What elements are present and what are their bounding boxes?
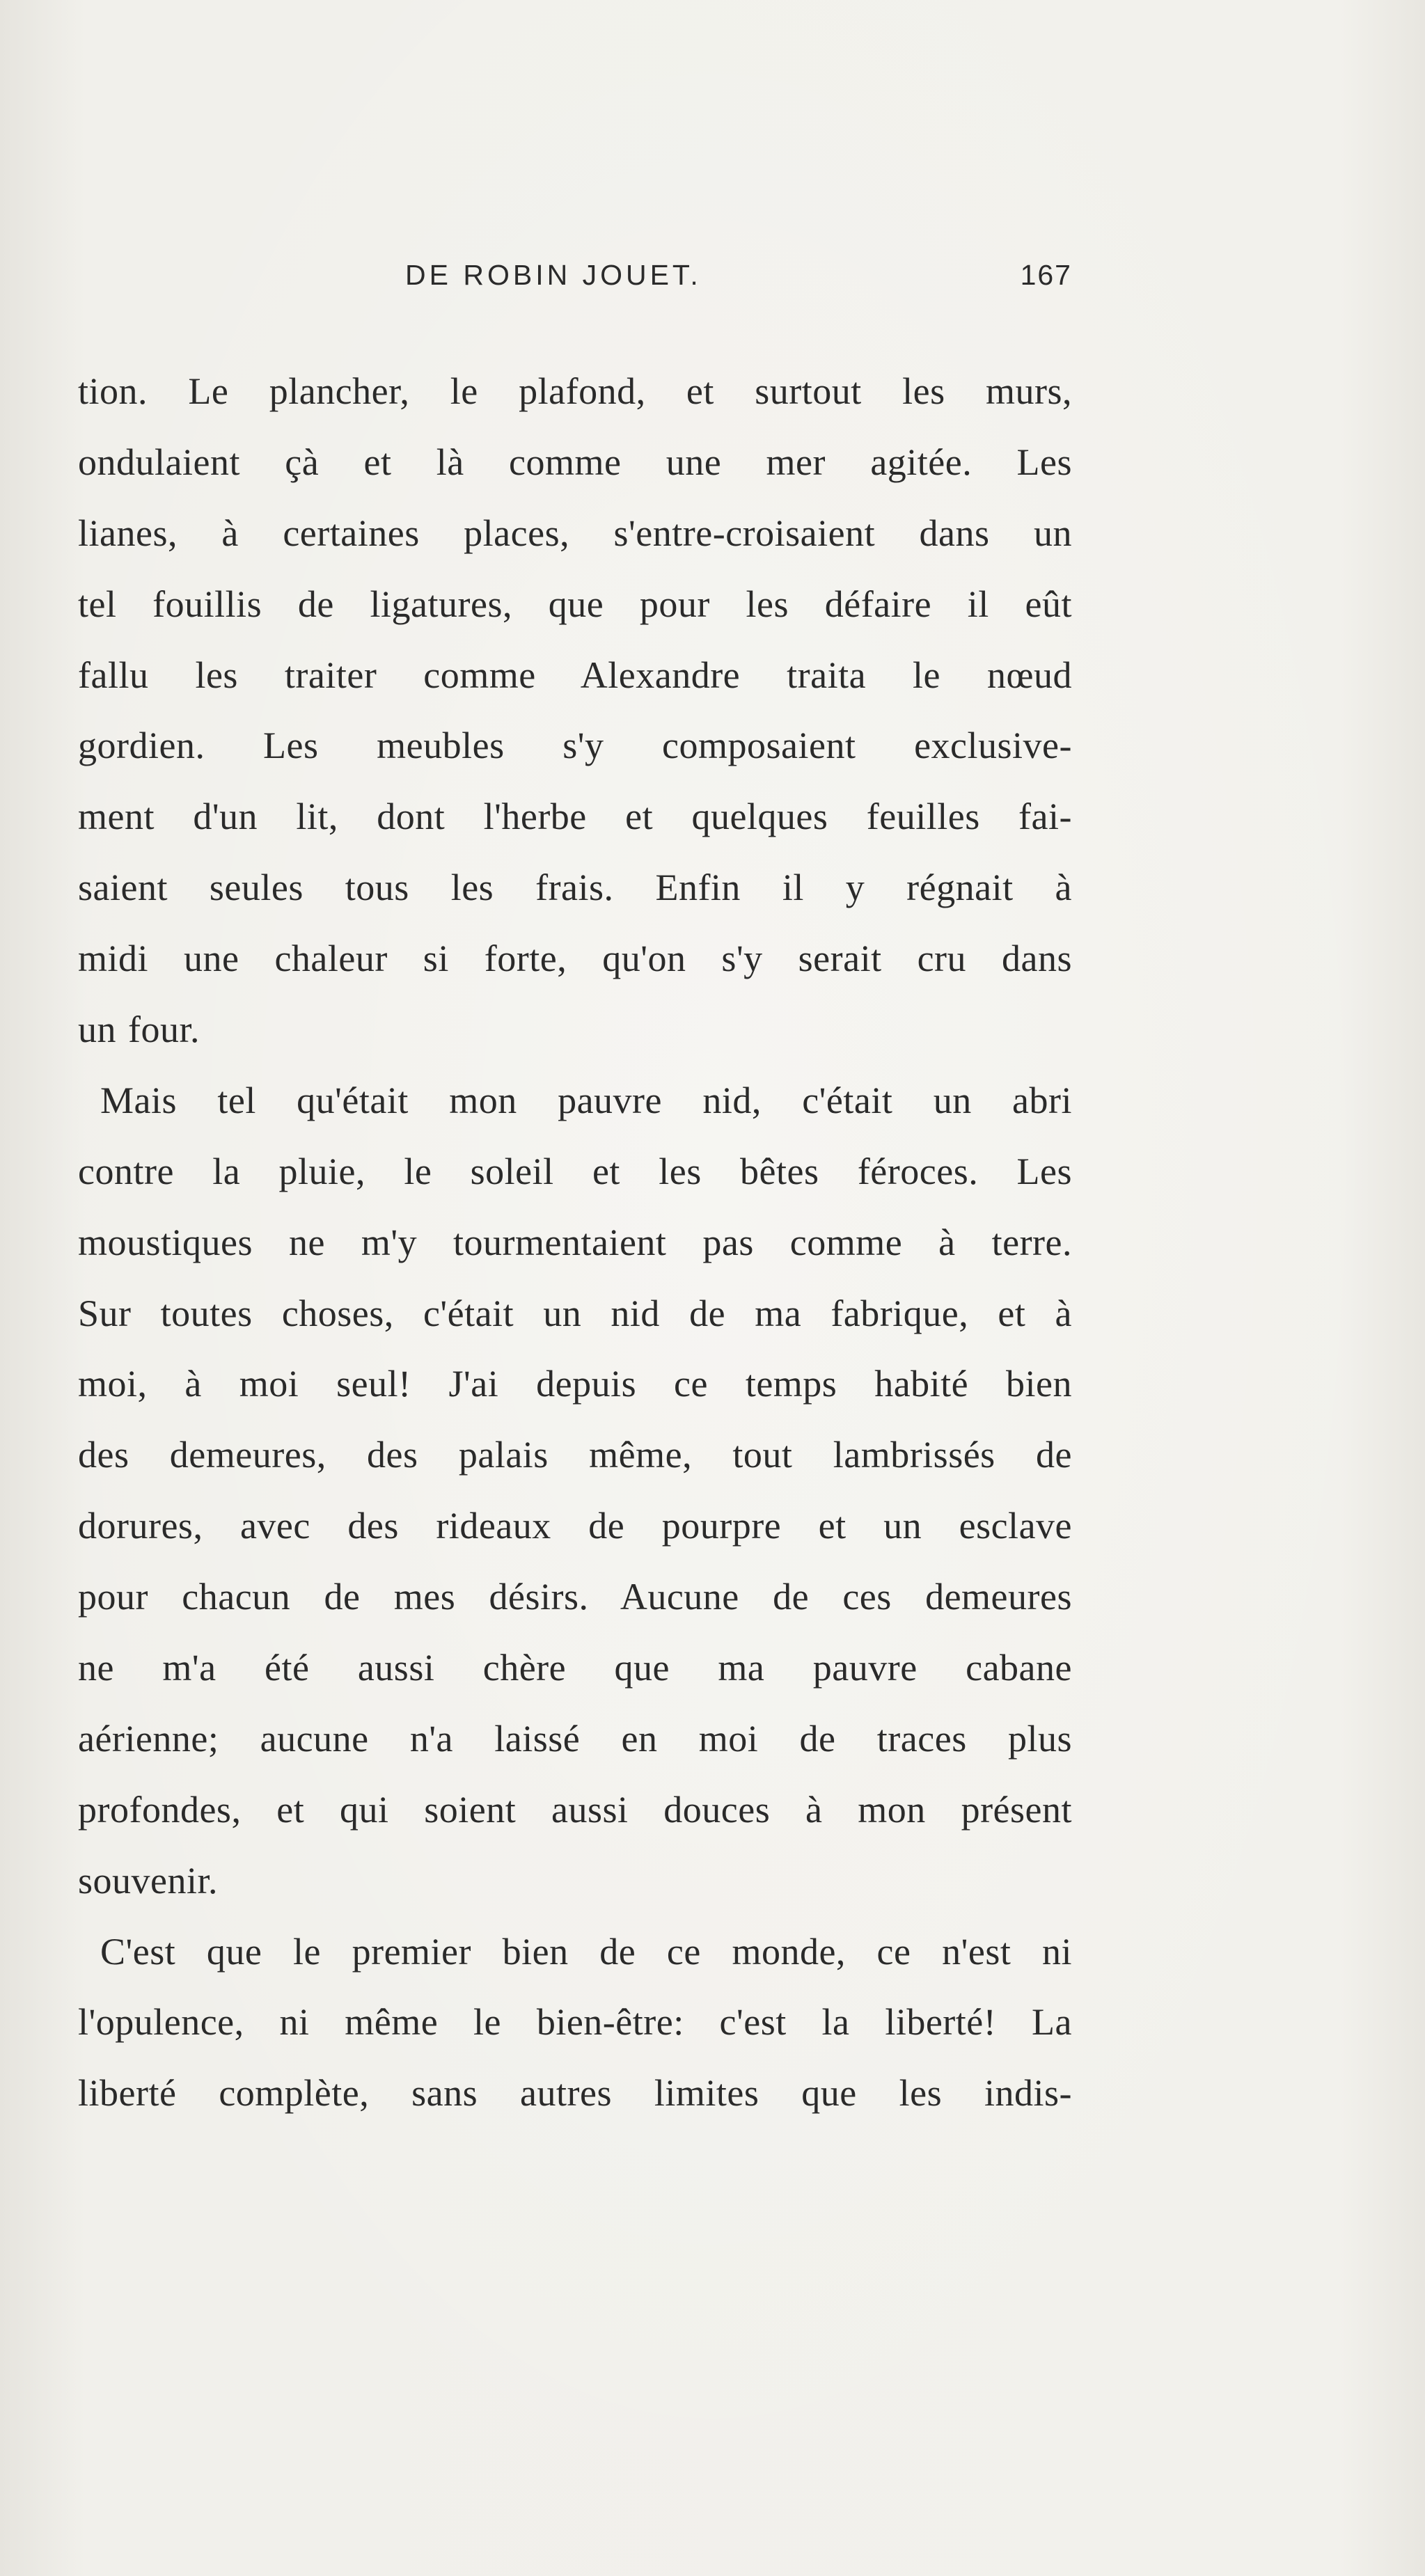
text-line: gordien. Les meubles s'y composaient exclusive-	[78, 725, 1072, 767]
paragraph-start-line: Mais tel qu'était mon pauvre nid, c'était un abri	[100, 1079, 1072, 1121]
paragraph-end-line: un four.	[78, 1009, 200, 1051]
text-line: pour chacun de mes désirs. Aucune de ces demeures	[78, 1576, 1072, 1618]
page-number: 167	[1020, 259, 1072, 291]
text-line: l'opulence, ni même le bien-être: c'est la liberté! La	[78, 2001, 1072, 2044]
text-line: ondulaient çà et là comme une mer agitée. Les	[78, 441, 1072, 483]
text-line: Sur toutes choses, c'était un nid de ma fabrique, et à	[78, 1292, 1072, 1334]
running-title: DE ROBIN JOUET.	[405, 259, 702, 291]
text-line: ment d'un lit, dont l'herbe et quelques feuilles fai-	[78, 796, 1072, 838]
text-line: fallu les traiter comme Alexandre traita le nœud	[78, 654, 1072, 696]
text-line: dorures, avec des rideaux de pourpre et un esclave	[78, 1505, 1072, 1547]
body-text	[78, 356, 1072, 2129]
text-line: moi, à moi seul! J'ai depuis ce temps habité bien	[78, 1363, 1072, 1405]
text-line: ne m'a été aussi chère que ma pauvre cabane	[78, 1647, 1072, 1689]
text-line: lianes, à certaines places, s'entre-croisaient dans un	[78, 512, 1072, 554]
text-line: moustiques ne m'y tourmentaient pas comme à terre.	[78, 1221, 1072, 1263]
text-line: saient seules tous les frais. Enfin il y régnait à	[78, 867, 1072, 909]
text-line: profondes, et qui soient aussi douces à mon présent	[78, 1788, 1072, 1831]
text-line: contre la pluie, le soleil et les bêtes féroces. Les	[78, 1150, 1072, 1192]
text-line: tel fouillis de ligatures, que pour les défaire il eût	[78, 583, 1072, 625]
text-line: des demeures, des palais même, tout lambrissés de	[78, 1434, 1072, 1476]
paragraph-end-line: souvenir.	[78, 1859, 218, 1902]
running-head	[78, 259, 1072, 301]
text-line: aérienne; aucune n'a laissé en moi de traces plus	[78, 1717, 1072, 1760]
text-line: midi une chaleur si forte, qu'on s'y serait cru dans	[78, 938, 1072, 980]
text-line: liberté complète, sans autres limites que les indis-	[78, 2072, 1072, 2115]
text-line: tion. Le plancher, le plafond, et surtout les murs,	[78, 370, 1072, 412]
paragraph-start-line: C'est que le premier bien de ce monde, ce n'est ni	[100, 1930, 1072, 1973]
